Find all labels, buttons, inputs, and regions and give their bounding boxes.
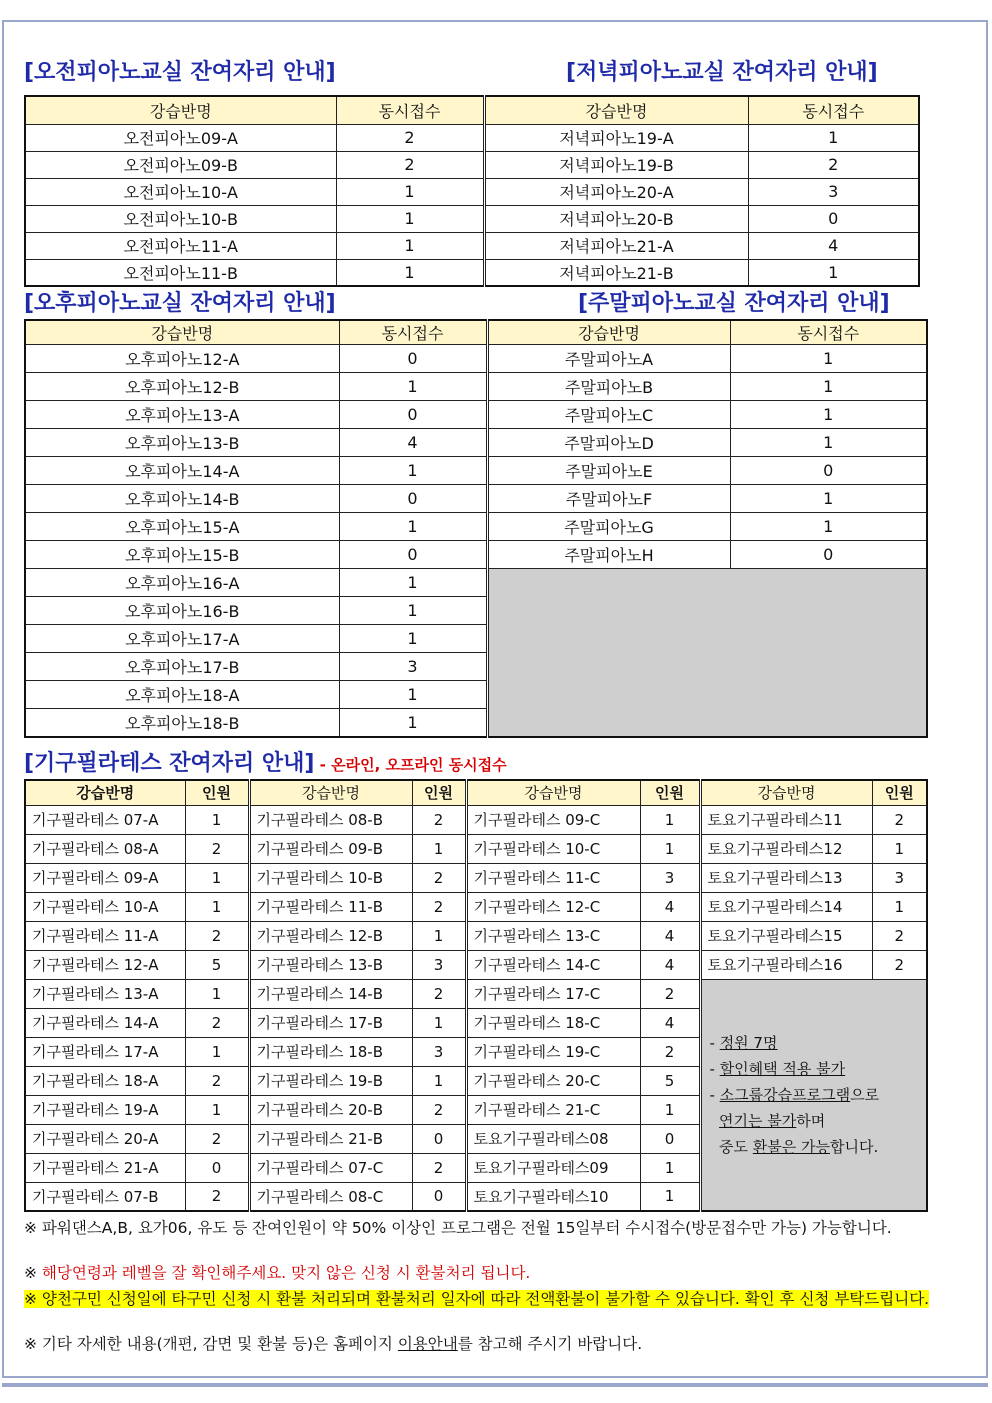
count-cell: 2 <box>872 921 927 950</box>
class-name-cell: 오후피아노13-A <box>25 401 339 429</box>
table-row <box>25 863 927 892</box>
class-name-cell: 저녁피아노20-B <box>484 205 748 232</box>
header-class-name: 강습반명 <box>249 780 412 805</box>
count-cell: 2 <box>412 892 466 921</box>
class-name-cell: 오후피아노13-B <box>25 429 339 457</box>
count-cell: 1 <box>640 1095 700 1124</box>
header-count: 동시접수 <box>336 96 484 124</box>
class-name-cell: 오후피아노17-B <box>25 653 339 681</box>
count-cell: 5 <box>640 1066 700 1095</box>
class-name-cell: 토요기구필라테스12 <box>700 834 872 863</box>
class-name-cell: 기구필라테스 07-A <box>25 805 185 834</box>
table-row <box>25 429 927 457</box>
class-name-cell: 오후피아노12-A <box>25 345 339 373</box>
note-capacity: 정원 7명 <box>719 1033 778 1052</box>
class-name-cell: 오후피아노18-B <box>25 709 339 737</box>
header-count: 인원 <box>872 780 927 805</box>
class-name-cell: 오후피아노16-A <box>25 569 339 597</box>
class-name-cell: 오후피아노16-B <box>25 597 339 625</box>
class-name-cell: 기구필라테스 19-B <box>249 1066 412 1095</box>
count-cell: 1 <box>185 892 249 921</box>
count-cell: 4 <box>640 892 700 921</box>
class-name-cell: 기구필라테스 09-B <box>249 834 412 863</box>
note-discount: 할인혜택 적용 불가 <box>719 1059 846 1078</box>
header-count: 인원 <box>185 780 249 805</box>
class-name-cell: 기구필라테스 09-C <box>466 805 640 834</box>
class-name-cell: 오전피아노10-A <box>25 178 336 205</box>
count-cell: 2 <box>872 950 927 979</box>
count-cell: 2 <box>336 124 484 151</box>
count-cell: 1 <box>339 457 487 485</box>
header-class-name: 강습반명 <box>700 780 872 805</box>
table-row <box>25 979 927 1008</box>
table-row <box>25 921 927 950</box>
count-cell: 2 <box>185 1124 249 1153</box>
class-name-cell: 오전피아노09-A <box>25 124 336 151</box>
note-line-smallgroup: - 소그룹강습프로그램으로 <box>709 1085 880 1104</box>
class-name-cell: 주말피아노E <box>487 457 730 485</box>
count-cell: 1 <box>339 597 487 625</box>
count-cell: 1 <box>339 513 487 541</box>
count-cell: 3 <box>412 950 466 979</box>
count-cell: 1 <box>730 401 927 429</box>
count-cell: 2 <box>640 979 700 1008</box>
pilates-notice-box <box>700 979 927 1211</box>
class-name-cell: 기구필라테스 21-C <box>466 1095 640 1124</box>
class-name-cell: 기구필라테스 17-A <box>25 1037 185 1066</box>
class-name-cell: 기구필라테스 07-B <box>25 1182 185 1211</box>
class-name-cell: 기구필라테스 14-A <box>25 1008 185 1037</box>
class-name-cell: 기구필라테스 12-B <box>249 921 412 950</box>
note-line-capacity: - 정원 7명 <box>709 1033 778 1052</box>
class-name-cell: 기구필라테스 18-C <box>466 1008 640 1037</box>
count-cell: 1 <box>336 178 484 205</box>
class-name-cell: 기구필라테스 10-A <box>25 892 185 921</box>
header-class-name: 강습반명 <box>484 96 748 124</box>
count-cell: 1 <box>640 1153 700 1182</box>
table-row <box>25 178 919 205</box>
class-name-cell: 오전피아노09-B <box>25 151 336 178</box>
count-cell: 2 <box>412 863 466 892</box>
note-refund: 환불은 가능 <box>752 1137 831 1156</box>
class-name-cell: 오전피아노11-A <box>25 232 336 259</box>
morning-evening-table <box>24 95 920 287</box>
class-name-cell: 저녁피아노20-A <box>484 178 748 205</box>
count-cell: 2 <box>185 1182 249 1211</box>
footer-note-homepage: ※ 기타 자세한 내용(개편, 감면 및 환불 등)은 홈페이지 이용안내를 참고해 주시기 바랍니다. <box>24 1335 643 1353</box>
class-name-cell: 주말피아노F <box>487 485 730 513</box>
header-class-name: 강습반명 <box>25 96 336 124</box>
class-name-cell: 주말피아노H <box>487 541 730 569</box>
count-cell: 1 <box>730 429 927 457</box>
pilates-title-row <box>24 746 507 777</box>
class-name-cell: 주말피아노C <box>487 401 730 429</box>
bottom-rule <box>2 1383 988 1387</box>
count-cell: 2 <box>185 1066 249 1095</box>
class-name-cell: 토요기구필라테스16 <box>700 950 872 979</box>
class-name-cell: 오후피아노15-B <box>25 541 339 569</box>
count-cell: 1 <box>185 1095 249 1124</box>
morning-piano-title: [오전피아노교실 잔여자리 안내] <box>24 60 336 85</box>
count-cell: 0 <box>640 1124 700 1153</box>
count-cell: 2 <box>640 1037 700 1066</box>
class-name-cell: 오후피아노14-B <box>25 485 339 513</box>
count-cell: 2 <box>748 151 919 178</box>
class-name-cell: 기구필라테스 13-A <box>25 979 185 1008</box>
count-cell: 1 <box>730 373 927 401</box>
table-row <box>25 805 927 834</box>
count-cell: 4 <box>748 232 919 259</box>
header-count: 동시접수 <box>730 320 927 345</box>
header-class-name: 강습반명 <box>466 780 640 805</box>
count-cell: 2 <box>185 1008 249 1037</box>
count-cell: 0 <box>185 1153 249 1182</box>
count-cell: 1 <box>339 709 487 737</box>
table-row <box>25 401 927 429</box>
count-cell: 0 <box>339 541 487 569</box>
class-name-cell: 기구필라테스 08-A <box>25 834 185 863</box>
table-row <box>25 834 927 863</box>
afternoon-weekend-table <box>24 319 928 738</box>
count-cell: 1 <box>412 834 466 863</box>
count-cell: 0 <box>748 205 919 232</box>
table-row <box>25 345 927 373</box>
note-postpone: 연기는 불가 <box>719 1111 797 1130</box>
class-name-cell: 오후피아노14-A <box>25 457 339 485</box>
class-name-cell: 주말피아노A <box>487 345 730 373</box>
weekend-piano-title: [주말피아노교실 잔여자리 안내] <box>578 291 890 316</box>
class-name-cell: 토요기구필라테스09 <box>466 1153 640 1182</box>
count-cell: 1 <box>185 805 249 834</box>
header-count: 인원 <box>640 780 700 805</box>
pilates-table <box>24 779 928 1212</box>
count-cell: 1 <box>872 892 927 921</box>
class-name-cell: 기구필라테스 11-C <box>466 863 640 892</box>
header-count: 동시접수 <box>339 320 487 345</box>
pilates-subtitle: - 온라인, 오프라인 동시접수 <box>314 756 507 774</box>
class-name-cell: 기구필라테스 14-B <box>249 979 412 1008</box>
class-name-cell: 기구필라테스 08-C <box>249 1182 412 1211</box>
pilates-title: [기구필라테스 잔여자리 안내] <box>24 751 315 776</box>
count-cell: 2 <box>185 921 249 950</box>
class-name-cell: 기구필라테스 21-B <box>249 1124 412 1153</box>
table-row <box>25 569 927 597</box>
count-cell: 1 <box>412 1008 466 1037</box>
class-name-cell: 토요기구필라테스11 <box>700 805 872 834</box>
count-cell: 3 <box>872 863 927 892</box>
class-name-cell: 기구필라테스 14-C <box>466 950 640 979</box>
count-cell: 1 <box>748 259 919 286</box>
header-count: 동시접수 <box>748 96 919 124</box>
class-name-cell: 저녁피아노19-A <box>484 124 748 151</box>
class-name-cell: 기구필라테스 10-C <box>466 834 640 863</box>
count-cell: 1 <box>730 345 927 373</box>
count-cell: 1 <box>640 1182 700 1211</box>
table-row <box>25 457 927 485</box>
count-cell: 1 <box>748 124 919 151</box>
count-cell: 1 <box>730 513 927 541</box>
count-cell: 3 <box>640 863 700 892</box>
table-row <box>25 485 927 513</box>
class-name-cell: 기구필라테스 17-C <box>466 979 640 1008</box>
header-class-name: 강습반명 <box>487 320 730 345</box>
class-name-cell: 토요기구필라테스15 <box>700 921 872 950</box>
count-cell: 4 <box>640 1008 700 1037</box>
header-class-name: 강습반명 <box>25 780 185 805</box>
count-cell: 2 <box>412 1095 466 1124</box>
count-cell: 1 <box>640 805 700 834</box>
class-name-cell: 기구필라테스 21-A <box>25 1153 185 1182</box>
count-cell: 0 <box>412 1182 466 1211</box>
count-cell: 1 <box>339 625 487 653</box>
count-cell: 0 <box>339 401 487 429</box>
note-line-refund: 중도 환불은 가능합니다. <box>719 1137 879 1156</box>
count-cell: 1 <box>412 921 466 950</box>
count-cell: 1 <box>185 979 249 1008</box>
count-cell: 0 <box>412 1124 466 1153</box>
class-name-cell: 기구필라테스 07-C <box>249 1153 412 1182</box>
class-name-cell: 토요기구필라테스13 <box>700 863 872 892</box>
class-name-cell: 오후피아노17-A <box>25 625 339 653</box>
count-cell: 1 <box>185 863 249 892</box>
class-name-cell: 기구필라테스 17-B <box>249 1008 412 1037</box>
count-cell: 2 <box>412 1153 466 1182</box>
count-cell: 0 <box>339 345 487 373</box>
count-cell: 1 <box>640 834 700 863</box>
class-name-cell: 기구필라테스 12-C <box>466 892 640 921</box>
table-row <box>25 950 927 979</box>
class-name-cell: 오후피아노18-A <box>25 681 339 709</box>
table-row <box>25 541 927 569</box>
count-cell: 0 <box>339 485 487 513</box>
count-cell: 4 <box>640 950 700 979</box>
class-name-cell: 기구필라테스 18-A <box>25 1066 185 1095</box>
count-cell: 1 <box>412 1066 466 1095</box>
footer-note-resident: ※ 양천구민 신청일에 타구민 신청 시 환불 처리되며 환불처리 일자에 따라 전액환불이 불가할 수 있습니다. 확인 후 신청 부탁드립니다. <box>24 1290 930 1308</box>
table-row <box>25 892 927 921</box>
class-name-cell: 기구필라테스 19-C <box>466 1037 640 1066</box>
class-name-cell: 기구필라테스 09-A <box>25 863 185 892</box>
count-cell: 3 <box>748 178 919 205</box>
header-class-name: 강습반명 <box>25 320 339 345</box>
class-name-cell: 기구필라테스 13-C <box>466 921 640 950</box>
header-count: 인원 <box>412 780 466 805</box>
class-name-cell: 토요기구필라테스10 <box>466 1182 640 1211</box>
count-cell: 0 <box>730 457 927 485</box>
class-name-cell: 저녁피아노19-B <box>484 151 748 178</box>
table-row <box>25 373 927 401</box>
count-cell: 1 <box>339 569 487 597</box>
table-row <box>25 124 919 151</box>
count-cell: 5 <box>185 950 249 979</box>
count-cell: 2 <box>872 805 927 834</box>
count-cell: 1 <box>872 834 927 863</box>
table-row <box>25 205 919 232</box>
count-cell: 1 <box>339 373 487 401</box>
class-name-cell: 주말피아노B <box>487 373 730 401</box>
count-cell: 1 <box>336 205 484 232</box>
class-name-cell: 기구필라테스 20-B <box>249 1095 412 1124</box>
count-cell: 1 <box>339 681 487 709</box>
class-name-cell: 저녁피아노21-A <box>484 232 748 259</box>
class-name-cell: 기구필라테스 08-B <box>249 805 412 834</box>
count-cell: 1 <box>185 1037 249 1066</box>
class-name-cell: 오전피아노10-B <box>25 205 336 232</box>
table-row <box>25 232 919 259</box>
count-cell: 4 <box>640 921 700 950</box>
evening-piano-title: [저녁피아노교실 잔여자리 안내] <box>566 60 878 85</box>
homepage-guide-link[interactable]: 이용안내 <box>397 1335 458 1353</box>
table-row <box>25 513 927 541</box>
count-cell: 2 <box>412 979 466 1008</box>
class-name-cell: 오후피아노15-A <box>25 513 339 541</box>
count-cell: 1 <box>336 232 484 259</box>
class-name-cell: 주말피아노D <box>487 429 730 457</box>
afternoon-piano-title: [오후피아노교실 잔여자리 안내] <box>24 291 336 316</box>
table-row <box>25 151 919 178</box>
class-name-cell: 저녁피아노21-B <box>484 259 748 286</box>
class-name-cell: 기구필라테스 13-B <box>249 950 412 979</box>
footer-note-walkin: ※ 파워댄스A,B, 요가06, 유도 등 잔여인원이 약 50% 이상인 프로그램은 전월 15일부터 수시접수(방문접수만 가능) 가능합니다. <box>24 1219 892 1237</box>
footer-note-age-level: ※ 해당연령과 레벨을 잘 확인해주세요. 맞지 않은 신청 시 환불처리 됩니다. <box>24 1264 531 1282</box>
count-cell: 3 <box>412 1037 466 1066</box>
note-line-postpone: 연기는 불가하며 <box>719 1111 826 1130</box>
class-name-cell: 기구필라테스 20-A <box>25 1124 185 1153</box>
count-cell: 2 <box>336 151 484 178</box>
class-name-cell: 오전피아노11-B <box>25 259 336 286</box>
class-name-cell: 오후피아노12-B <box>25 373 339 401</box>
count-cell: 3 <box>339 653 487 681</box>
class-name-cell: 토요기구필라테스14 <box>700 892 872 921</box>
class-name-cell: 주말피아노G <box>487 513 730 541</box>
class-name-cell: 기구필라테스 12-A <box>25 950 185 979</box>
class-name-cell: 기구필라테스 11-A <box>25 921 185 950</box>
class-name-cell: 토요기구필라테스08 <box>466 1124 640 1153</box>
table-row <box>25 259 919 286</box>
note-line-discount: - 할인혜택 적용 불가 <box>709 1059 846 1078</box>
count-cell: 4 <box>339 429 487 457</box>
class-name-cell: 기구필라테스 18-B <box>249 1037 412 1066</box>
class-name-cell: 기구필라테스 10-B <box>249 863 412 892</box>
count-cell: 1 <box>336 259 484 286</box>
count-cell: 0 <box>730 541 927 569</box>
class-name-cell: 기구필라테스 19-A <box>25 1095 185 1124</box>
count-cell: 2 <box>412 805 466 834</box>
class-name-cell: 기구필라테스 20-C <box>466 1066 640 1095</box>
count-cell: 1 <box>730 485 927 513</box>
note-smallgroup: 소그룹강습프로그램 <box>719 1085 851 1104</box>
class-name-cell: 기구필라테스 11-B <box>249 892 412 921</box>
empty-gray-block <box>487 569 927 737</box>
count-cell: 2 <box>185 834 249 863</box>
